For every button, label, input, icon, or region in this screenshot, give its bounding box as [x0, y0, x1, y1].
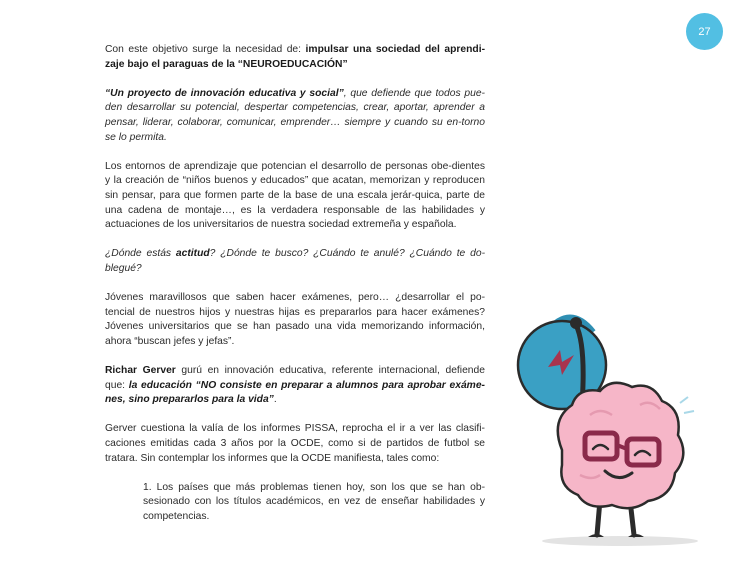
left-foot — [588, 534, 604, 537]
paragraph-4-bold: actitud — [175, 248, 210, 260]
paragraph-4-c: ? ¿Dónde te busco? ¿Cuándo te anulé? ¿Cuándo te do-blegué? — [105, 248, 485, 274]
paragraph-4-a: ¿Dónde estás — [105, 248, 176, 260]
page-number-badge: 27 — [686, 13, 723, 50]
paragraph-6-end: . — [273, 394, 277, 406]
shadow-shape — [542, 536, 698, 546]
paragraph-6-quote: la educación “NO consiste en preparar a alumnos para aprobar exáme-nes, sino prepararlos para la vida” — [105, 379, 485, 406]
paragraph-2 — [105, 87, 485, 145]
document-body — [105, 43, 485, 539]
right-foot — [628, 534, 644, 537]
effort-line — [684, 411, 694, 413]
brain-lifting-kettlebell-illustration — [500, 305, 725, 550]
paragraph-7: Gerver cuestiona la valía de los informes PISSA, reprocha el ir a ver las clasifi-caciones emitidas cada 3 años por la OCDE, como si de partidos de futbol se tratara. Sin contemplar los informes que la OCDE manifiesta, tales como: — [105, 423, 485, 464]
hand — [570, 317, 582, 329]
paragraph-6-name: Richar Gerver — [105, 365, 176, 377]
paragraph-3: Los entornos de aprendizaje que potencian el desarrollo de personas obe-dientes y la creación de “niños buenos y educados” que acatan, memorizan y reproducen sin pensar, para que formen parte de la base de una escala jerár-quica, parte de una cadena de montaje…, es la verdadera responsable de las habilidades y actuaciones de los universitarios de nuestra sociedad extremeña y española. — [105, 160, 485, 231]
effort-line — [680, 397, 688, 403]
paragraph-6-text: gurú en innovación educativa, referente internacional, defiende que: — [105, 365, 485, 391]
paragraph-4 — [105, 247, 485, 276]
paragraph-6 — [105, 364, 485, 408]
paragraph-2-italic: , que defiende que todos pue-den desarrollar su potencial, despertar competencias, crear, aportar, aprender a pensar, liderar, colaborar, comunicar, emprender… siempre y cuando su en-torno se lo permita. — [105, 87, 485, 143]
paragraph-2-bold-italic: “Un proyecto de innovación educativa y social” — [105, 87, 344, 99]
list-item-1: 1. Los países que más problemas tienen hoy, son los que se han ob-sesionado con los títulos académicos, en vez de enseñar habilidades y competencias. — [143, 481, 485, 522]
paragraph-1-text: Con este objetivo surge la necesidad de: — [105, 44, 306, 55]
paragraph-5: Jóvenes maravillosos que saben hacer exámenes, pero… ¿desarrollar el po-tencial de nuestros hijos y nuestras hijas es prepararlos para hacer exámenes? Jóvenes universitarios que se han pasado una vida memorizando información, ahora “buscan jefes y jefas”. — [105, 292, 485, 347]
paragraph-1-bold: impulsar una sociedad del aprendi-zaje bajo el paraguas de la “NEUROEDUCACIÓN” — [105, 44, 485, 70]
paragraph-1 — [105, 43, 485, 72]
